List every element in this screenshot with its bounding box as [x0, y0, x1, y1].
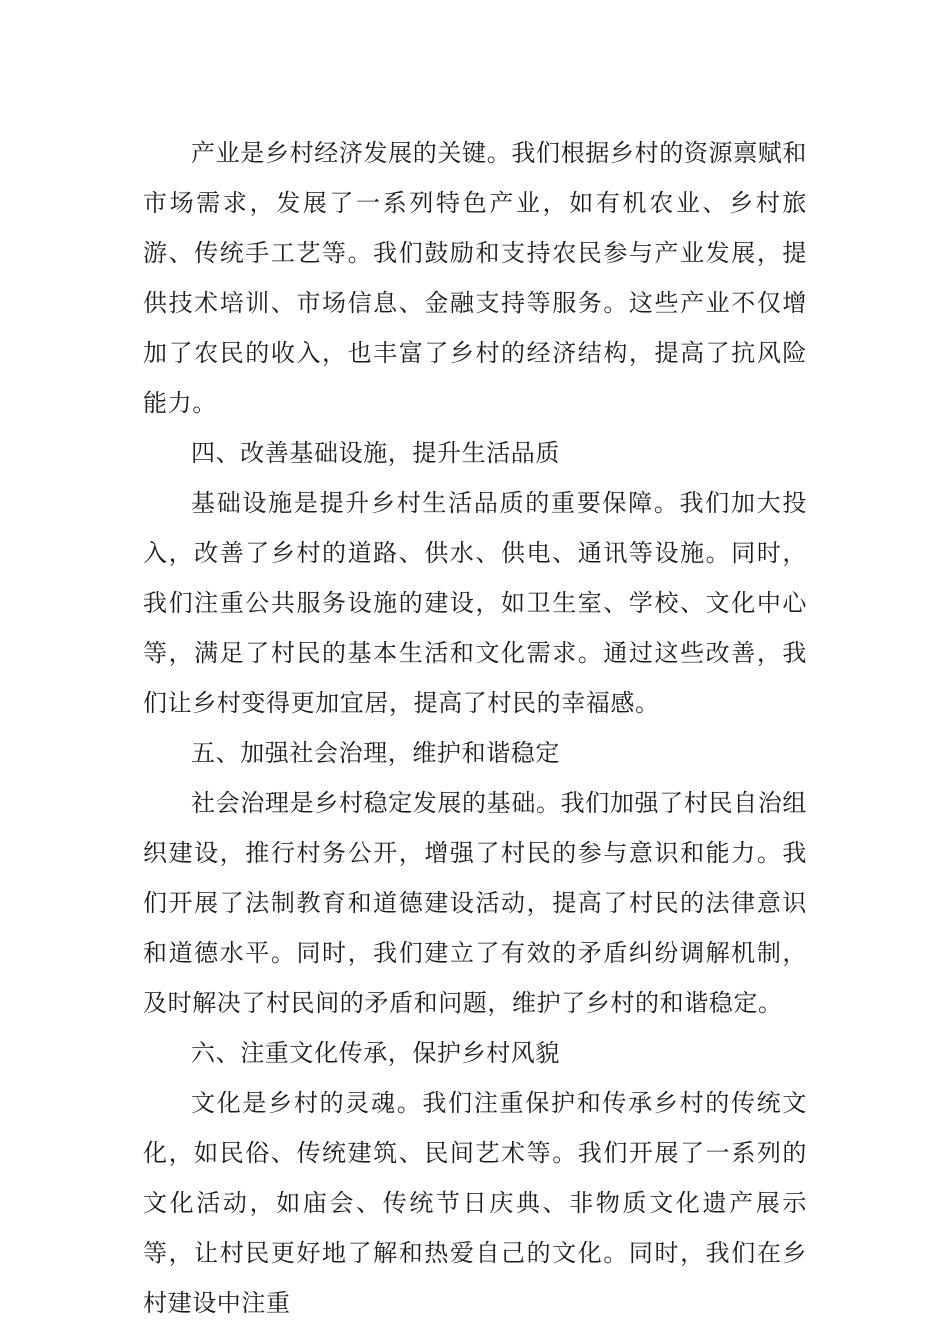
section-heading-infrastructure: 四、改善基础设施，提升生活品质	[191, 439, 560, 467]
paragraph-culture: 文化是乡村的灵魂。我们注重保护和传承乡村的传统文化，如民俗、传统建筑、民间艺术等。我们开展了一系列的文化活动，如庙会、传统节日庆典、非物质文化遗产展示等，让村民更好地了解和热爱自己的文化。同时，我们在乡村建设中注重	[143, 1089, 807, 1317]
document-page	[143, 128, 807, 1328]
section-heading-culture: 六、注重文化传承，保护乡村风貌	[191, 1039, 560, 1067]
paragraph-industry: 产业是乡村经济发展的关键。我们根据乡村的资源禀赋和市场需求，发展了一系列特色产业，如有机农业、乡村旅游、传统手工艺等。我们鼓励和支持农民参与产业发展，提供技术培训、市场信息、金融支持等服务。这些产业不仅增加了农民的收入，也丰富了乡村的经济结构，提高了抗风险能力。	[143, 139, 807, 417]
paragraph-governance: 社会治理是乡村稳定发展的基础。我们加强了村民自治组织建设，推行村务公开，增强了村民的参与意识和能力。我们开展了法制教育和道德建设活动，提高了村民的法律意识和道德水平。同时，我们建立了有效的矛盾纠纷调解机制，及时解决了村民间的矛盾和问题，维护了乡村的和谐稳定。	[143, 789, 807, 1017]
section-heading-governance: 五、加强社会治理，维护和谐稳定	[191, 739, 560, 767]
paragraph-infrastructure: 基础设施是提升乡村生活品质的重要保障。我们加大投入，改善了乡村的道路、供水、供电、通讯等设施。同时，我们注重公共服务设施的建设，如卫生室、学校、文化中心等，满足了村民的基本生活和文化需求。通过这些改善，我们让乡村变得更加宜居，提高了村民的幸福感。	[143, 489, 807, 717]
